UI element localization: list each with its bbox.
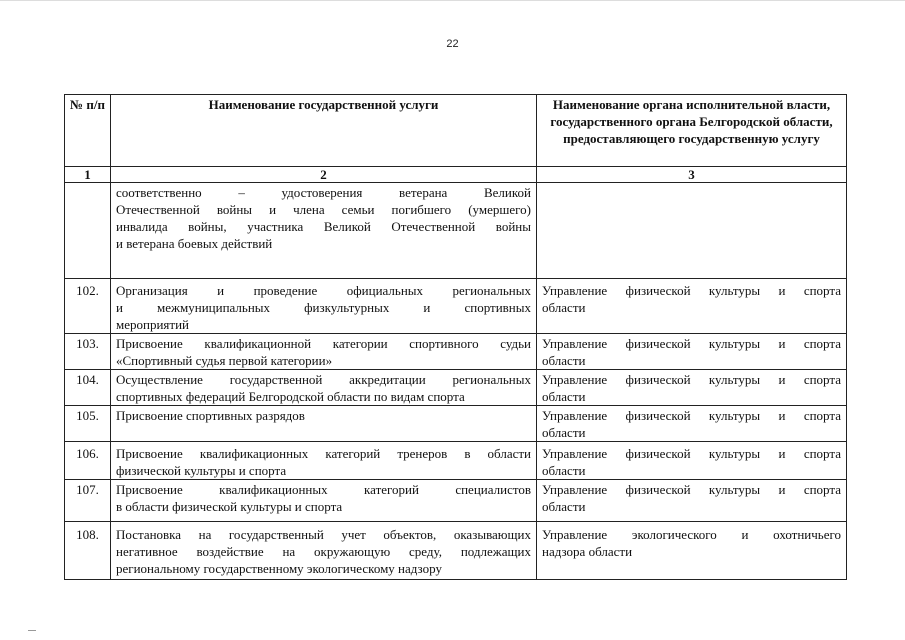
scan-mark (28, 630, 36, 631)
authority-name (537, 406, 847, 442)
table-row (65, 442, 847, 480)
table-row (65, 279, 847, 334)
row-number: 102. (65, 279, 111, 334)
authority-name (537, 480, 847, 522)
service-name-line: Организация и проведение официальных региональных (116, 283, 531, 298)
authority-name-line: Управление физической культуры и спорта (542, 336, 841, 351)
row-number: 108. (65, 522, 111, 580)
service-name (111, 370, 537, 406)
table-row (65, 522, 847, 580)
authority-name-line: Управление физической культуры и спорта (542, 482, 841, 497)
row-number: 104. (65, 370, 111, 406)
authority-name-line: надзора области (542, 544, 633, 559)
authority-name-line: Управление физической культуры и спорта (542, 372, 841, 387)
services-table (64, 94, 847, 580)
service-name-line: физической культуры и спорта (116, 463, 287, 478)
table-row (65, 406, 847, 442)
service-name (111, 406, 537, 442)
table-body (65, 183, 847, 580)
service-name-line: негативное воздействие на окружающую среду, подлежащих (116, 544, 531, 559)
service-name-line: мероприятий (116, 317, 189, 332)
table-row (65, 334, 847, 370)
authority-name-line: Управление физической культуры и спорта (542, 408, 841, 423)
authority-name (537, 370, 847, 406)
authority-name-line: Управление экологического и охотничьего (542, 527, 841, 542)
table-row (65, 183, 847, 279)
authority-name (537, 334, 847, 370)
service-name-line: Присвоение квалификационной категории спортивного судьи (116, 336, 531, 351)
scan-top-edge (0, 0, 905, 1)
service-name (111, 522, 537, 580)
column-number-1: 1 (65, 167, 111, 183)
authority-name-line: области (542, 425, 586, 440)
service-name (111, 442, 537, 480)
table-row (65, 370, 847, 406)
authority-name (537, 522, 847, 580)
header-service: Наименование государственной услуги (111, 95, 537, 167)
service-name-line: Присвоение квалификационных категорий специалистов (116, 482, 531, 497)
service-name-line: Отечественной войны и члена семьи погибшего (умершего) (116, 202, 531, 217)
page-number: 22 (446, 38, 459, 50)
service-name (111, 334, 537, 370)
service-name-line: и межмуниципальных физкультурных и спортивных (116, 300, 531, 315)
row-number: 105. (65, 406, 111, 442)
header-num: № п/п (65, 95, 111, 167)
service-name-line: инвалида войны, участника Великой Отечественной войны (116, 219, 531, 234)
service-name (111, 279, 537, 334)
header-row (65, 95, 847, 167)
service-name-line: региональному государственному экологическому надзору (116, 561, 442, 576)
authority-name-line: области (542, 499, 586, 514)
service-name-line: Присвоение квалификационных категорий тренеров в области (116, 446, 531, 461)
service-name-line: и ветерана боевых действий (116, 236, 273, 251)
service-name-line: Осуществление государственной аккредитации региональных (116, 372, 531, 387)
column-number-3: 3 (537, 167, 847, 183)
header-authority: Наименование органа исполнительной власти, государственного органа Белгородской области, предоставляющего государственную услугу (537, 95, 847, 167)
row-number: 103. (65, 334, 111, 370)
service-name-line: спортивных федераций Белгородской области по видам спорта (116, 389, 465, 404)
service-name-line: соответственно – удостоверения ветерана Великой (116, 185, 531, 200)
authority-name-line: области (542, 463, 586, 478)
service-name (111, 183, 537, 279)
authority-name-line: области (542, 353, 586, 368)
service-name (111, 480, 537, 522)
row-number: 106. (65, 442, 111, 480)
column-number-2: 2 (111, 167, 537, 183)
service-name-line: в области физической культуры и спорта (116, 499, 343, 514)
authority-name-line: Управление физической культуры и спорта (542, 283, 841, 298)
service-name-line: Постановка на государственный учет объектов, оказывающих (116, 527, 531, 542)
authority-name-line: области (542, 300, 586, 315)
column-numbers-row (65, 167, 847, 183)
service-name-line: Присвоение спортивных разрядов (116, 408, 305, 423)
authority-name-line: области (542, 389, 586, 404)
authority-name (537, 442, 847, 480)
authority-name-line: Управление физической культуры и спорта (542, 446, 841, 461)
authority-name (537, 279, 847, 334)
row-number: 107. (65, 480, 111, 522)
authority-name (537, 183, 847, 279)
table-row (65, 480, 847, 522)
service-name-line: «Спортивный судья первой категории» (116, 353, 333, 368)
row-number (65, 183, 111, 279)
